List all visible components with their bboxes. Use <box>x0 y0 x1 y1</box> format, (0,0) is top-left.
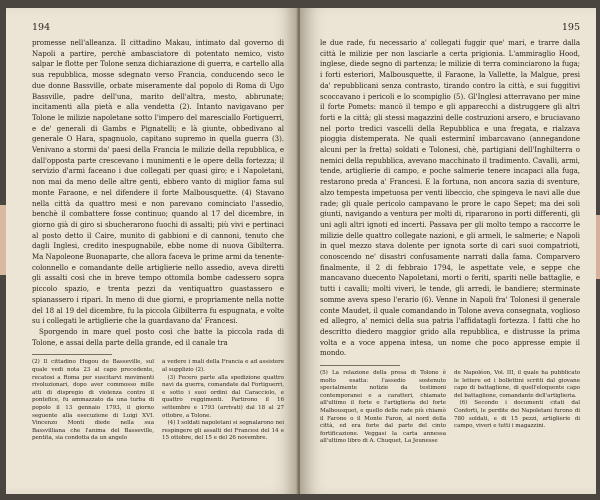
footnote-text: a vedere i mali della Francia e ad assistere al supplizio (2). (3) Fecero parte alla spedizione quattro navi da guerra, comandate dal Fortiguerri, e sotto i suoi ordini dal Caracciolo, e quattro reggimenti. Partirono il 16 settembre e 1793 (arrivati) dal 18 al 27 ottobre, a Tolone. (4) I soldati napoletani si segnalarono nei respingere gli assalti dei Francesi del 14 e 15 ottobre, del 15 e del 26 novembre. <box>162 359 284 442</box>
footnote-column <box>32 359 154 443</box>
footnote-text: de Napoléon, Vol. III, il quale ha pubblicato le lettere ed i bollettini scritti dal giovane capo di battaglione, di quell'eloquente capo del battaglione, comandante dell'artiglieria. (6) Secondo i documenti citati dal Conforti, le perdite dei Napoletani furono di 780 soldati, e di 15 pezzi, artiglierie di campo, viveri e tutti i magazzini. <box>454 370 580 430</box>
footnote-text: (5) La relazione della presa di Tolone è molto esatta: l'assedio sostenuto specialmente notizie da testimoni contemporanei e a caratteri, chiamato all'ultimo il forte e l'artiglieria del forte Malbousquet, e quello delle rade più chiamò il Farone o il Monte Faron, al nord della città, ed era forte dal parte del cinto fortificazione. Veggasi la carta annessa all'ultimo libro di A. Chuquet, La Jeunesse <box>320 370 446 445</box>
right-page <box>300 8 596 494</box>
body-text: le due rade, fu necessario a' collegati fuggir que' mari, e trarre dalla città le milizie per non lasciarle a certa prigionia. L'ammiraglio Hood, inglese, diede segno di partenza; le milizie di terra cominciarono la fuga; i forti esteriori, Malbousquette, il Faraone, la Vallette, la Malgue, presi da' repubblicani senza contrasto, tirando contro la città, e sui fuggitivi scoccavano i pericoli e lo scompiglio (5). Gl'Inglesi atterravano per mine il forte Pomets: mancò il tempo e gli apparecchi a distruggere gli altri forti e la città; gli stessi magazzini delle costruzioni arsero, e bruciavano nel porto tredici vascelli della Repubblica e una fregata, e rialzava pioggia distemperata. Ne quali esterminî imbarcavano (annegandone alcuni per la fretta) soldati e Tolonesi, chè, partigiani dell'Inghilterra o nemici della repubblica, avevano macchinato il tradimento. Cavalli, armi, tende, artiglierie di campo, e poche salmerie tenere incapaci alla fuga, restarono preda a' Francesi. E la fortuna, non ancora sazia di sventure, alzo tempesta impetuosa per venti libeccio, che spingeva le navi alle due rade; gli quale pericolo campavano le prore le capo Sepet; ma dei soli giunti, navigando a ventura per molti di, ripararono in porti differenti, gli uni agli altri ignoti ed incerti. Passava per gli molto tempo a raccorre le milizie delle quattro collegate nazioni, e gli armeli, le salmerie; e Napoli in quel mezzo stava dolente per ignota sorte di cari suoi compatrioti, conoscendo ne' disastri confusamente narrati dalla fama. Comparvero finalmente, il 2 di febbraio 1794, le aspettate vele, e seppe che mancavano duecento Napoletani, morti o feriti, spariti nelle battaglie, e tutti i cavalli; molti viveri, le tende, gli arredi, le bandiere; sterminate somme aveva speso l'erario (6). Venne in Napoli fra' Tolonesi il generale conte Maudet, il quale comandando in Tolone aveva consegnata, voglioso ed allegro, a' nemici della sua patria l'affidatagli fortezza. I fatti che ho descritto diedero maggior grido alla repubblica, e distrusse la prima volta e a voce appena intesa, un nome che poco appresse empie il mondo. <box>320 38 580 358</box>
footnote-column <box>320 370 446 446</box>
footnotes <box>320 370 580 446</box>
body-text: promesse nell'alleanza. Il cittadino Makau, intimato dal governo di Napoli a partire, perchè ambasciatore di potentato nemico, visto salpar le flotte per Tolone senza dichiarazione di guerra, e cartello alla sua repubblica, mosse sdegnato verso Francia, conducendo seco le due donne Bassville, orbate miseramente dal popolo di Roma di Ugo Bassville, padre dell'una, marito dell'altra, mesto, abbrunate; incitamenti alla pietà e alla vendetta (2). Intanto navigavano per Tolone le milizie napoletane sotto l'impero del maresciallo Fortiguerri, e de' generali di Gambs e Pignatelli; e là giunte, obbedivano al generale O Hara, spagnuolo, capitano supremo in quella guerra (3). Venivano a stormi da' paesi della Francia le milizie della repubblica, e dall'opposta parte crescevano i munimenti e le opere della fortezza; il servizio d'armi faceano i due collegati per quasi giro; e i Napoletani, non mai da meno delle altre genti, ebbero vanto di miglior fama sul monte Faraone, e nel difendere il forte Malbousquette. (4) Stavano nella città da quattro mesi e non parevano cominciato l'assedio, benchè il combattere fosse continuo; quando al 17 del dicembre, in giorno già di giro si sbucherarono fuochi di assalti; più vivi e pertinaci al posto detto il Caire, munito di gabbioni e di cannoni, tenuto che dagli Inglesi, credito inespugnabile, ebbe nome di nuova Gibilterra. Ma Napoleone Buonaparte, che allora faceva le prime armi da tenente-colonnello e comandante delle artiglierie nello assedio, aveva diretti gli assalti così che in breve tempo ottomila bombe cadessero sopra piccolo spazio, e trenta pezzi da ventiquattro guastassero e spianassero i ripari. In meno di due giorni, e propriamente nella notte del 18 al 19 del dicembre, fu la piccola Gibilterra fu espugnata, e volte su i collegati le artiglierie che la guardavano da' Francesi. Sporgendo in mare quel posto così che batte la piccola rada di Tolone, e assai della parte della grande, ed il canale tra <box>32 38 284 347</box>
footnotes <box>32 359 284 443</box>
footnote-rule <box>32 354 112 355</box>
footnote-text: (2) Il cittadino Hugou de Basseville, sul quale vedi nota 23 al capo precedente, recatosi a Roma per suscitarvi movimenti rivoluzionari, dopo aver commosso mille atti di dispregio di violenza contro il pontefice, fu ammazzato da una turba di popolo il 13 gennaio 1793, il giorno seguente alla esecuzione di Luigi XVI. Vincenzo Monti diede nella sua Bassvilliana che l'anima del Basseville, pentita, sia condotta da un angelo <box>32 359 154 442</box>
page-number: 195 <box>561 22 580 33</box>
footnote-rule <box>320 365 400 366</box>
left-page <box>6 8 298 494</box>
book-spread <box>6 8 596 496</box>
page-number: 194 <box>32 22 51 33</box>
footnote-column <box>454 370 580 446</box>
footnote-column <box>162 359 284 443</box>
